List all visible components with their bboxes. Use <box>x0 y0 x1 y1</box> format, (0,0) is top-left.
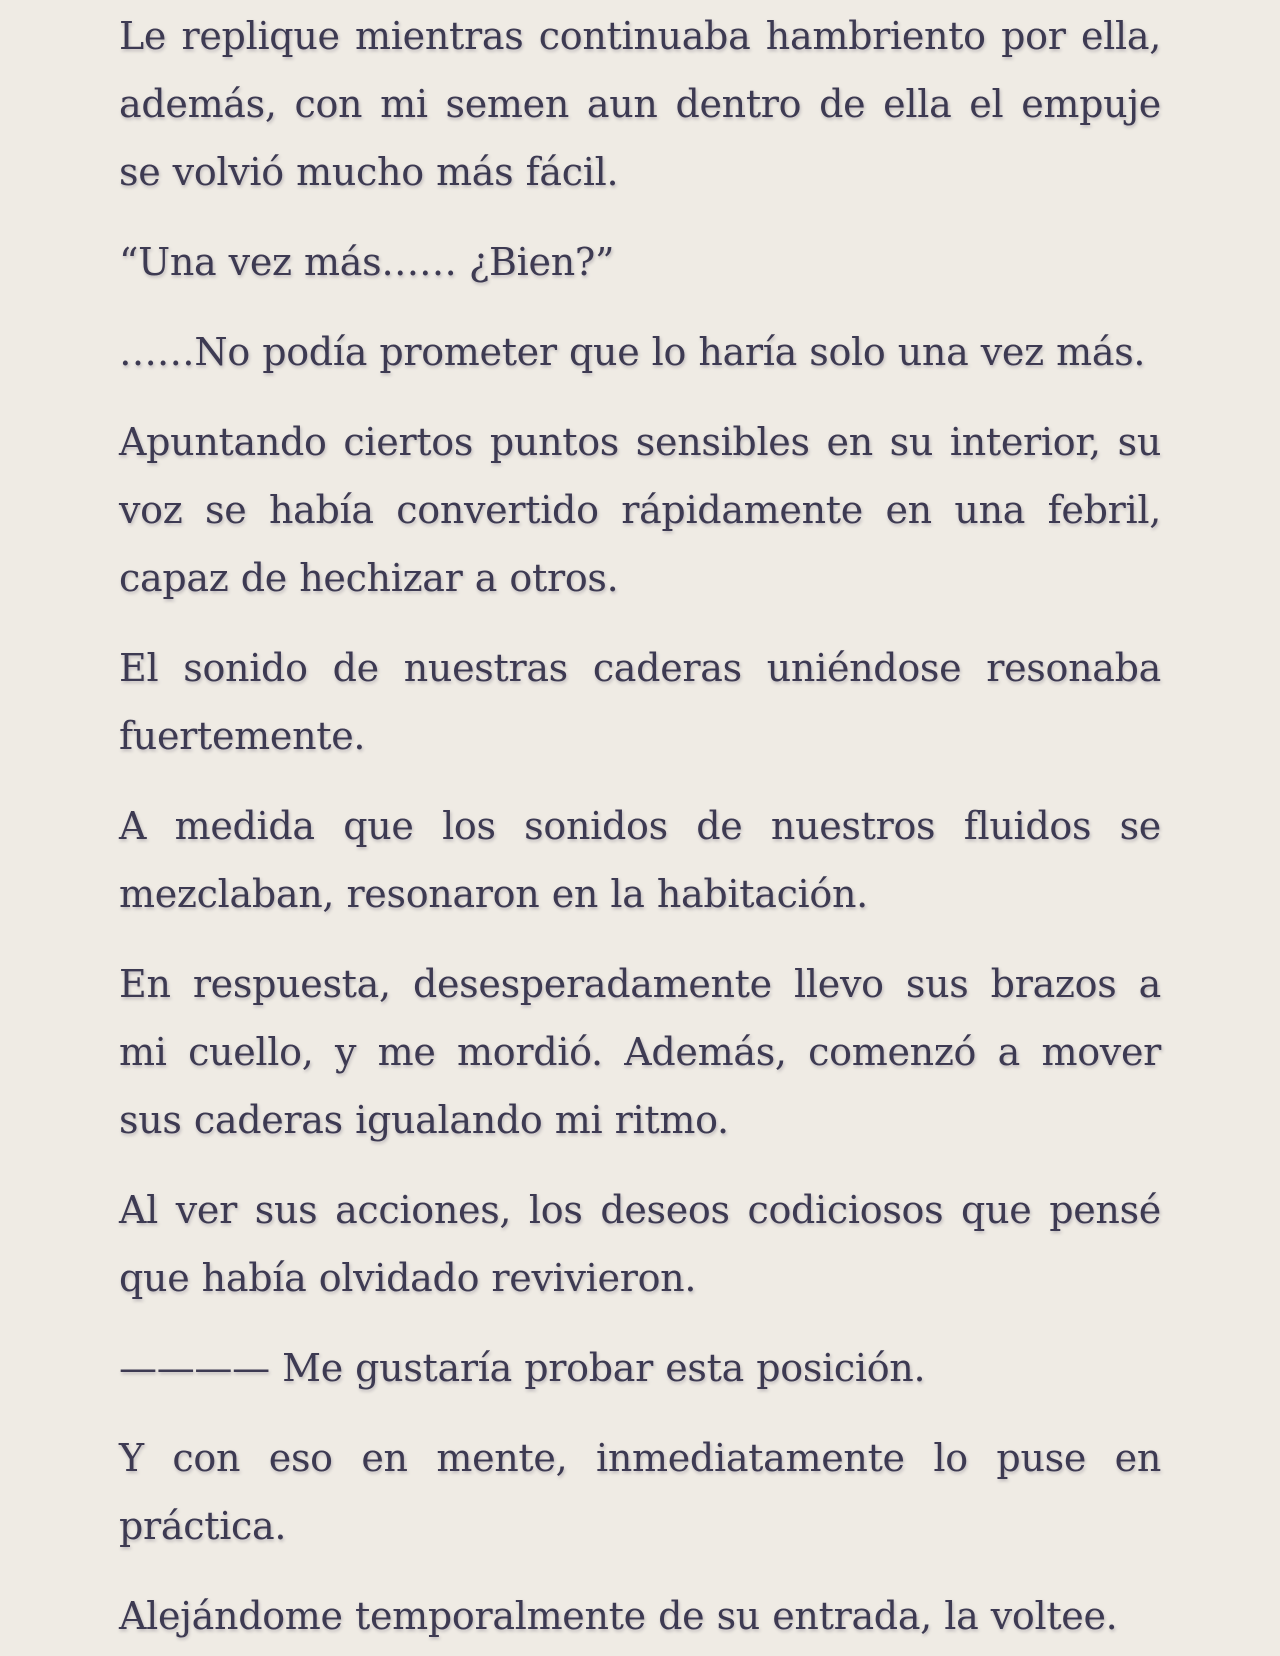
paragraph-4: Apuntando ciertos puntos sensibles en su interior, su voz se había convertido rápidamente en una febril, capaz de hechizar a otros. <box>119 420 1161 600</box>
paragraph-8: Al ver sus acciones, los deseos codiciosos que pensé que había olvidado revivieron. <box>119 1188 1161 1300</box>
paragraph-6: A medida que los sonidos de nuestros fluidos se mezclaban, resonaron en la habitación. <box>119 804 1161 916</box>
paragraph-3: ……No podía prometer que lo haría solo una vez más. <box>119 330 1146 374</box>
document-page <box>119 0 1161 1656</box>
paragraph-11: Alejándome temporalmente de su entrada, la voltee. <box>119 1594 1118 1638</box>
paragraph-7: En respuesta, desesperadamente llevo sus brazos a mi cuello, y me mordió. Además, comenzó a mover sus caderas igualando mi ritmo. <box>119 962 1161 1142</box>
paragraph-2: “Una vez más…… ¿Bien?” <box>119 240 615 284</box>
paragraph-9: ———— Me gustaría probar esta posición. <box>119 1346 926 1390</box>
paragraph-10: Y con eso en mente, inmediatamente lo puse en práctica. <box>119 1436 1161 1548</box>
paragraph-1: Le replique mientras continuaba hambriento por ella, además, con mi semen aun dentro de ella el empuje se volvió mucho más fácil. <box>119 14 1161 194</box>
paragraph-5: El sonido de nuestras caderas uniéndose resonaba fuertemente. <box>119 646 1161 758</box>
